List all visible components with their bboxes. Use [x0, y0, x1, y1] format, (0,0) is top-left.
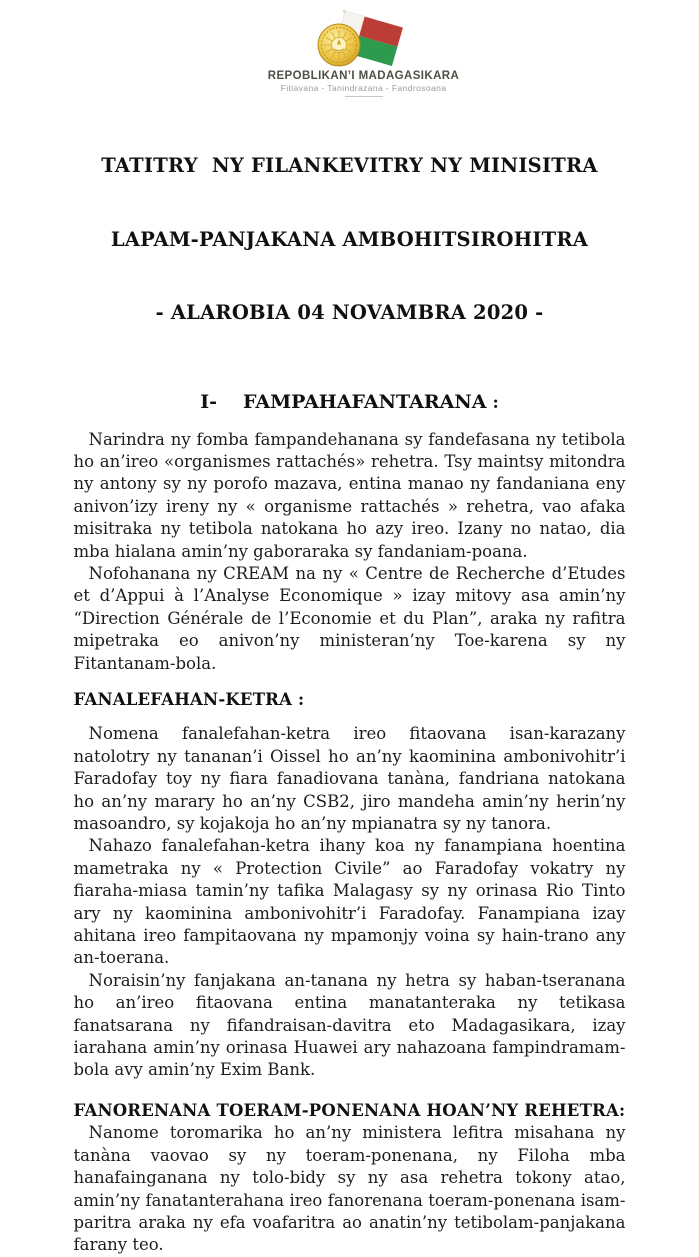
- body-paragraph: Nofohanana ny CREAM na ny « Centre de Recherche d’Etudes et d’Appui à l’Analyse Economique » izay mitovy asa amin’ny “Direction Générale de l’Economie et du Plan”, araka ny rafitra mipetraka eo anivon’ny ministeran’ny Toe-karena sy ny Fitantanam-bola.: [74, 563, 626, 675]
- document-page: [11, 0, 689, 960]
- title-line-1: TATITRY NY FILANKEVITRY NY MINISITRA: [11, 154, 689, 179]
- document-body: [74, 429, 626, 1257]
- emblem-graphic: [289, 8, 439, 68]
- section-heading-text: FAMPAHAFANTARANA: [243, 391, 486, 413]
- seal-icon: [318, 24, 360, 66]
- title-line-2: LAPAM-PANJAKANA AMBOHITSIROHITRA: [11, 228, 689, 253]
- body-paragraph: Nahazo fanalefahan-ketra ihany koa ny fanampiana hoentina mametraka ny « Protection Civile” ao Faradofay vokatry ny fiaraha-miasa tamin’ny tafika Malagasy sy ny orinasa Rio Tinto ary ny kaominina ambonivohitr’i Faradofay. Fanampiana izay ahitana ireo fampitaovana ny mpamonjy voina sy hain-trano any an-toerana.: [74, 835, 626, 969]
- section-heading-fampahafantarana: [11, 391, 689, 413]
- section-heading-fanorenana-toeram-ponenana: FANORENANA TOERAM-PONENANA HOAN’NY REHETRA:: [74, 1100, 626, 1122]
- title-line-3: - ALAROBIA 04 NOVAMBRA 2020 -: [11, 301, 689, 326]
- body-paragraph: Nanome toromarika ho an’ny ministera lefitra misahana ny tanàna vaovao sy ny toeram-ponenana, ny Filoha mba hanafainganana ny tolo-bidy sy ny asa rehetra tokony atao, amin’ny fanatanterahana ireo fanorenana toeram-ponenana isam-paritra araka ny efa voafaritra ao anatin’ny tetibolam-panjakana farany teo.: [74, 1122, 626, 1256]
- country-name: REPOBLIKAN’I MADAGASIKARA: [25, 70, 699, 82]
- body-paragraph: Nomena fanalefahan-ketra ireo fitaovana isan-karazany natolotry ny tananan’i Oissel ho an’ny kaominina ambonivohitr’i Faradofay toy ny fiara fanadiovana tanàna, fandriana natokana ho an’ny marary ho an’ny CSB2, jiro mandeha amin’ny herin’ny masoandro, sy kojakoja ho an’ny mpianatra sy ny tanora.: [74, 723, 626, 835]
- body-paragraph: Narindra ny fomba fampandehanana sy fandefasana ny tetibola ho an’ireo «organismes rattachés» rehetra. Tsy maintsy mitondra ny antony sy ny porofo mazava, entina manao ny fandaniana eny anivon’izy ireny ny « organisme rattachés » rehetra, vao afaka misitraka ny tetibola natokana ho azy ireo. Izany no natao, dia mba hialana amin’ny gaboraraka sy fandaniam-poana.: [74, 429, 626, 563]
- section-numeral: I-: [200, 391, 217, 413]
- body-paragraph: Noraisin’ny fanjakana an-tanana ny hetra sy haban-tseranana ho an’ireo fitaovana entina manatanteraka ny tetikasa fanatsarana ny fifandraisan-davitra eto Madagasikara, izay iarahana amin’ny orinasa Huawei ary nahazoana fampindramam-bola avy amin’ny Exim Bank.: [74, 970, 626, 1082]
- national-emblem: [25, 0, 699, 97]
- motto-divider: [345, 96, 383, 97]
- heading-colon: :: [492, 393, 498, 413]
- national-motto: Fitiavana - Tanindrazana - Fandrosoana: [25, 83, 699, 93]
- section-heading-fanalefahan-ketra: FANALEFAHAN-KETRA :: [74, 689, 626, 711]
- document-title: [11, 105, 689, 375]
